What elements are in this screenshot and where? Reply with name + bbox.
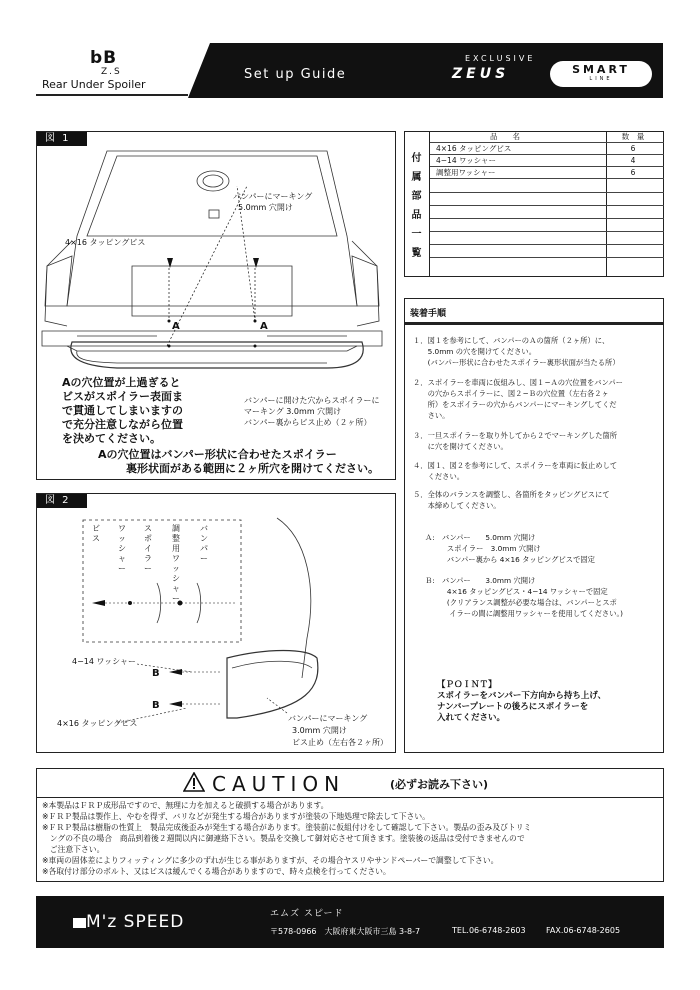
procedure-line: ５．全体のバランスを調整し、各箇所をタッピングビスにて bbox=[413, 490, 610, 499]
part-name-cell: 調整用ワッシャー bbox=[436, 168, 496, 177]
procedure-b-line: Ｂ: バンパー 3.0mm 穴開け bbox=[425, 576, 536, 585]
table-row bbox=[430, 155, 664, 167]
caution-line: ※本製品はＦＲＰ成形品ですので、無理に力を加えると破損する場合があります。 bbox=[42, 801, 329, 810]
fig2-mark-note-2: 3.0mm 穴開け bbox=[292, 726, 347, 735]
warning-triangle-icon bbox=[183, 772, 205, 792]
table-row-empty bbox=[430, 207, 664, 219]
model-sub: Z.S bbox=[101, 67, 122, 77]
fig1-warning-4: で充分注意しながら位置 bbox=[62, 418, 183, 431]
procedure-line: (バンパー形状に合わせたスポイラー裏形状面が当たる所） bbox=[413, 358, 620, 367]
parts-side-char: 覧 bbox=[411, 248, 422, 259]
caution-rule bbox=[36, 797, 664, 798]
company-tel: TEL.06-6748-2603 bbox=[452, 926, 526, 935]
parts-header-qty: 数 量 bbox=[621, 132, 645, 141]
fig1-warning-2: ビスがスポイラー表面ま bbox=[62, 390, 183, 403]
fig2-col-spoiler: スポイラー bbox=[144, 524, 152, 573]
parts-header-name: 品 名 bbox=[490, 132, 520, 141]
caution-line: ご注意下さい。 bbox=[42, 845, 105, 854]
caution-subtitle: (必ずお読み下さい) bbox=[390, 778, 489, 791]
fig2-col-screw: ビス bbox=[92, 524, 100, 543]
fig1-warning-1: Aの穴位置が上過ぎると bbox=[62, 376, 181, 389]
procedure-title-rule bbox=[404, 322, 664, 325]
procedure-line: ４．図１、図２を参考にして、スポイラーを車両に仮止めして bbox=[413, 461, 618, 470]
caution-title: CAUTION bbox=[212, 772, 346, 796]
parts-side-char: 品 bbox=[411, 210, 422, 221]
procedure-a-line: スポイラー 3.0mm 穴開け bbox=[425, 544, 541, 553]
procedure-line: ３．一旦スポイラーを取り外してから２でマーキングした箇所 bbox=[413, 431, 618, 440]
fig2-point-b-2: B bbox=[152, 700, 160, 711]
brand-line: LINE bbox=[589, 76, 613, 82]
company-fax: FAX.06-6748-2605 bbox=[546, 926, 621, 935]
company-name: エムズ スピード bbox=[270, 909, 344, 919]
fig1-screw-label: 4×16 タッピングビス bbox=[65, 238, 146, 247]
procedure-line: ください。 bbox=[413, 472, 465, 481]
figure-1-label: 図 1 bbox=[37, 132, 87, 146]
fig1-hole-note-3: バンパー裏からビス止め（２ヶ所） bbox=[244, 418, 372, 427]
procedure-line: 所）をスポイラーの穴からバンパーにマーキングしてくだ bbox=[413, 400, 617, 409]
part-name-cell: 4−14 ワッシャー bbox=[436, 156, 496, 165]
fig1-warning-3: で貫通してしまいますの bbox=[62, 404, 183, 417]
procedure-line: に穴を開けてください。 bbox=[413, 442, 508, 451]
procedure-a-line: Ａ: バンパー 5.0mm 穴開け bbox=[425, 533, 536, 542]
procedure-line: 5.0mm の穴を開けてください。 bbox=[413, 347, 536, 356]
point-line: 入れてください。 bbox=[437, 713, 506, 723]
caution-line: ングの不良の場合 商品到着後２週間以内に御連絡下さい。製品を交換して御対応させて頂きます。塗装後の返品は受付できませんので bbox=[42, 834, 525, 843]
fig2-screw-label: 4×16 タッピングビス bbox=[57, 719, 138, 728]
parts-header-row bbox=[430, 131, 664, 143]
company-address: 〒578-0966 大阪府東大阪市三島 3-8-7 bbox=[270, 927, 421, 936]
caution-line: ※ＦＲＰ製品は製作上、やむを得ず、バリなどが発生する場合がありますが塗装の下地処理で除去して下さい。 bbox=[42, 812, 430, 821]
procedure-a-line: バンパー裏から 4×16 タッピングビスで固定 bbox=[425, 555, 595, 564]
part-name: Rear Under Spoiler bbox=[42, 78, 146, 91]
fig2-mark-note-1: バンパーにマーキング bbox=[288, 714, 368, 723]
part-qty-cell: 6 bbox=[630, 144, 636, 153]
part-qty-cell: 6 bbox=[630, 168, 636, 177]
parts-side-char: 付 bbox=[411, 153, 422, 164]
company-logo: M'z SPEED bbox=[86, 912, 185, 932]
part-name-cell: 4×16 タッピングビス bbox=[436, 144, 512, 153]
table-row-empty bbox=[430, 246, 664, 258]
parts-side-char: 一 bbox=[411, 229, 422, 240]
table-row-empty bbox=[430, 220, 664, 232]
procedure-b-line: 4×16 タッピングビス・4−14 ワッシャーで固定 bbox=[425, 587, 608, 596]
guide-title: Set up Guide bbox=[244, 67, 347, 82]
part-qty-cell: 4 bbox=[630, 156, 636, 165]
procedure-line: １．図１を参考にして、バンパーのＡの箇所（２ヶ所）に、 bbox=[413, 336, 610, 345]
caution-line: ※車両の固体差によりフィッティングに多少のずれが生じる事がありますが、その場合ヤスリやサンドペーパーで調整して下さい。 bbox=[42, 856, 499, 865]
brand-smart: SMART bbox=[572, 63, 630, 76]
fig1-marking-note-2: 5.0mm 穴開け bbox=[238, 203, 293, 212]
table-row-empty bbox=[430, 194, 664, 206]
procedure-b-line: イラーの間に調整用ワッシャーを使用してください。) bbox=[425, 609, 624, 618]
parts-side-char: 部 bbox=[411, 191, 422, 202]
brand-smart-badge bbox=[550, 61, 652, 87]
parts-side-char: 属 bbox=[411, 172, 422, 183]
fig1-hole-note-2: マーキング 3.0mm 穴開け bbox=[244, 407, 342, 416]
fig1-bottom-note-1: Aの穴位置はバンパー形状に合わせたスポイラー bbox=[98, 448, 337, 461]
point-line: スポイラーをバンパー下方向から持ち上げ、 bbox=[437, 691, 607, 701]
model-name: bB bbox=[90, 48, 118, 68]
procedure-line: ２．スポイラーを車両に仮組みし、図１−Ａの穴位置をバンパー bbox=[413, 378, 623, 387]
procedure-b-line: (クリアランス調整が必要な場合は、バンパーとスポ bbox=[425, 598, 617, 607]
fig1-point-a-left: A bbox=[172, 321, 180, 332]
fig1-point-a-right: A bbox=[260, 321, 268, 332]
fig2-col-washer: ワッシャー bbox=[118, 524, 126, 573]
logo-mark-icon bbox=[73, 918, 86, 928]
figure-2-label: 図 2 bbox=[37, 494, 87, 508]
table-row-empty bbox=[430, 181, 664, 193]
fig2-col-bumper: バンパー bbox=[200, 524, 208, 563]
procedure-line: さい。 bbox=[413, 411, 450, 420]
header-rule bbox=[36, 94, 188, 96]
caution-line: ※ＦＲＰ製品は樹脂の性質上 製品完成後歪みが発生する場合があります。塗装前に仮組付けをして確認して下さい。製品の歪み及びトリミ bbox=[42, 823, 532, 832]
caution-line: ※各取付け部分のボルト、又はビスは緩んでくる場合がありますので、時々点検を行ってください。 bbox=[42, 867, 391, 876]
fig1-hole-note-1: バンパーに開けた穴からスポイラーに bbox=[244, 396, 380, 405]
fig2-washer-label: 4−14 ワッシャー bbox=[72, 657, 136, 666]
fig2-point-b-1: B bbox=[152, 668, 160, 679]
fig1-warning-5: を決めてください。 bbox=[62, 432, 161, 445]
procedure-line: の穴からスポイラーに、図２−Ｂの穴位置（左右各２ヶ bbox=[413, 389, 609, 398]
procedure-line: 本締めしてください。 bbox=[413, 501, 501, 510]
fig1-marking-note-1: バンパーにマーキング bbox=[233, 192, 313, 201]
brand-exclusive: EXCLUSIVE bbox=[465, 54, 536, 63]
point-title: 【ＰＯＩＮＴ】 bbox=[437, 680, 497, 690]
fig2-mark-note-3: ビス止め（左右各２ヶ所） bbox=[292, 738, 388, 747]
fig1-bottom-note-2: 裏形状面がある範囲に２ヶ所穴を開けてください。 bbox=[126, 462, 379, 475]
table-row bbox=[430, 143, 664, 155]
fig2-col-adjust-washer: 調整用ワッシャー bbox=[172, 524, 180, 603]
table-row bbox=[430, 167, 664, 179]
table-row-empty bbox=[430, 233, 664, 245]
point-line: ナンバープレートの後ろにスポイラーを bbox=[437, 702, 589, 712]
procedure-title: 装着手順 bbox=[410, 309, 447, 319]
brand-zeus: ZEUS bbox=[452, 66, 510, 82]
parts-list-side-label bbox=[404, 131, 430, 277]
